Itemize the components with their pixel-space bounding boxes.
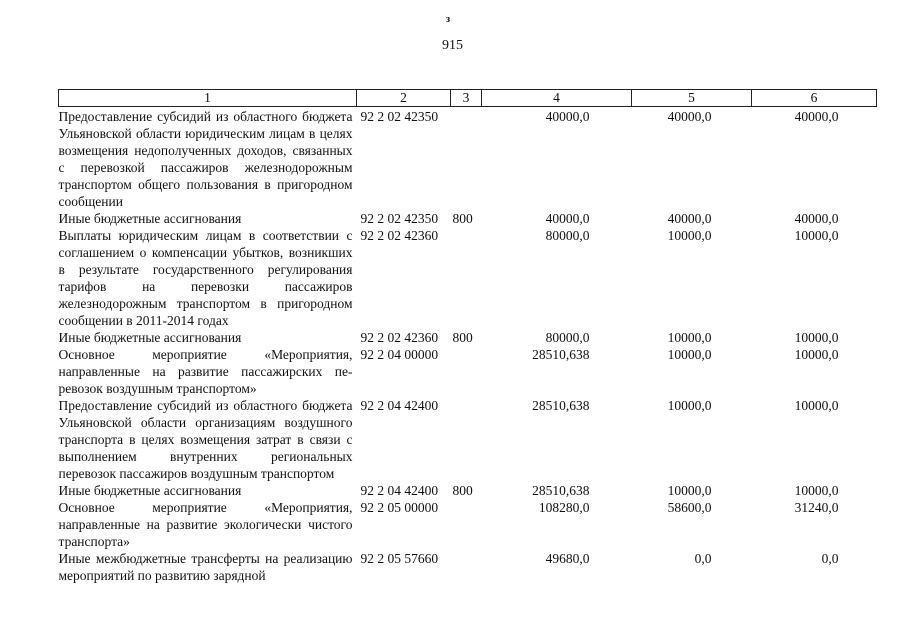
- table-row: [59, 482, 877, 499]
- row-value-col5: 10000,0: [667, 228, 712, 243]
- row-value-col4: 28510,638: [532, 398, 590, 413]
- row-value-col5: 0,0: [694, 551, 712, 566]
- row-value-col5: 10000,0: [667, 330, 712, 345]
- page-number: 915: [442, 38, 463, 53]
- row-value-col5: 10000,0: [667, 483, 712, 498]
- row-description: Основное мероприятие «Мероприятия, направленные на развитие экологически чистого транспорта»: [58, 500, 353, 549]
- table-row: [59, 346, 877, 397]
- row-expense-type: [451, 397, 482, 482]
- row-description: Предоставление субсидий из областного бюджета Ульяновской области юридическим лицам в целях возмещения недополученных доходов, связанных с перевозкой пассажиров железнодорожным транспортом общего пользования в пригородном сообщении: [58, 109, 353, 209]
- row-value-col4: 28510,638: [532, 483, 590, 498]
- column-header: 4: [482, 90, 632, 107]
- row-expense-type: [451, 107, 482, 211]
- column-number-header: [59, 90, 877, 107]
- row-expense-type: 800: [452, 483, 473, 498]
- row-value-col6: 10000,0: [794, 330, 839, 345]
- row-expense-type: 800: [452, 330, 473, 345]
- row-value-col4: 28510,638: [532, 347, 590, 362]
- row-value-col4: 80000,0: [545, 330, 590, 345]
- row-code: 92 2 05 57660: [360, 551, 439, 566]
- row-description: Иные межбюджетные трансферты на реализацию мероприятий по развитию зарядной: [58, 551, 353, 583]
- table-row: [59, 210, 877, 227]
- row-value-col6: 10000,0: [794, 398, 839, 413]
- row-expense-type: [451, 499, 482, 550]
- row-value-col4: 40000,0: [545, 109, 590, 124]
- row-value-col6: 31240,0: [794, 500, 839, 515]
- row-description: Иные бюджетные ассигнования: [58, 330, 242, 345]
- page-mark: з: [446, 14, 451, 25]
- budget-table: [58, 89, 877, 584]
- row-code: 92 2 02 42350: [360, 109, 439, 124]
- table-row: [59, 397, 877, 482]
- row-value-col5: 10000,0: [667, 347, 712, 362]
- row-code: 92 2 05 00000: [360, 500, 439, 515]
- row-code: 92 2 02 42350: [360, 211, 439, 226]
- row-value-col5: 40000,0: [667, 109, 712, 124]
- row-value-col4: 108280,0: [538, 500, 590, 515]
- row-value-col5: 10000,0: [667, 398, 712, 413]
- table-row: [59, 550, 877, 584]
- row-description: Иные бюджетные ассигнования: [58, 211, 242, 226]
- column-header: 2: [357, 90, 451, 107]
- row-value-col5: 40000,0: [667, 211, 712, 226]
- table-row: [59, 107, 877, 211]
- column-header: 5: [632, 90, 752, 107]
- row-value-col5: 58600,0: [667, 500, 712, 515]
- row-value-col4: 80000,0: [545, 228, 590, 243]
- row-value-col4: 40000,0: [545, 211, 590, 226]
- table-row: [59, 227, 877, 329]
- row-value-col6: 40000,0: [794, 109, 839, 124]
- row-code: 92 2 04 00000: [360, 347, 439, 362]
- row-description: Выплаты юридическим лицам в соответствии с соглашением о компенсации убытков, возникших в результате государственного регулирования тарифов на перевозки пассажиров железнодорожным транспортом в пригородном сообщении в 2011-2014 годах: [58, 228, 353, 328]
- row-description: Иные бюджетные ассигнования: [58, 483, 242, 498]
- row-value-col6: 40000,0: [794, 211, 839, 226]
- row-value-col6: 10000,0: [794, 228, 839, 243]
- row-description: Предоставление субсидий из областного бюджета Ульяновской области организациям воздушного транспорта в целях возмещения затрат в связи с выполнением внутренних региональных перевозок пассажиров воздушным транспортом: [58, 398, 353, 481]
- row-code: 92 2 04 42400: [360, 398, 439, 413]
- row-expense-type: [451, 550, 482, 584]
- column-header: 1: [59, 90, 357, 107]
- row-code: 92 2 04 42400: [360, 483, 439, 498]
- column-header: 3: [451, 90, 482, 107]
- row-expense-type: [451, 346, 482, 397]
- row-value-col4: 49680,0: [545, 551, 590, 566]
- row-expense-type: 800: [452, 211, 473, 226]
- row-code: 92 2 02 42360: [360, 330, 439, 345]
- row-value-col6: 0,0: [821, 551, 839, 566]
- row-description: Основное мероприятие «Мероприятия, направленные на развитие пассажирских перевозок воздушным транспортом»: [58, 347, 353, 396]
- column-header: 6: [752, 90, 877, 107]
- row-code: 92 2 02 42360: [360, 228, 439, 243]
- row-value-col6: 10000,0: [794, 347, 839, 362]
- row-expense-type: [451, 227, 482, 329]
- table-row: [59, 329, 877, 346]
- row-value-col6: 10000,0: [794, 483, 839, 498]
- table-row: [59, 499, 877, 550]
